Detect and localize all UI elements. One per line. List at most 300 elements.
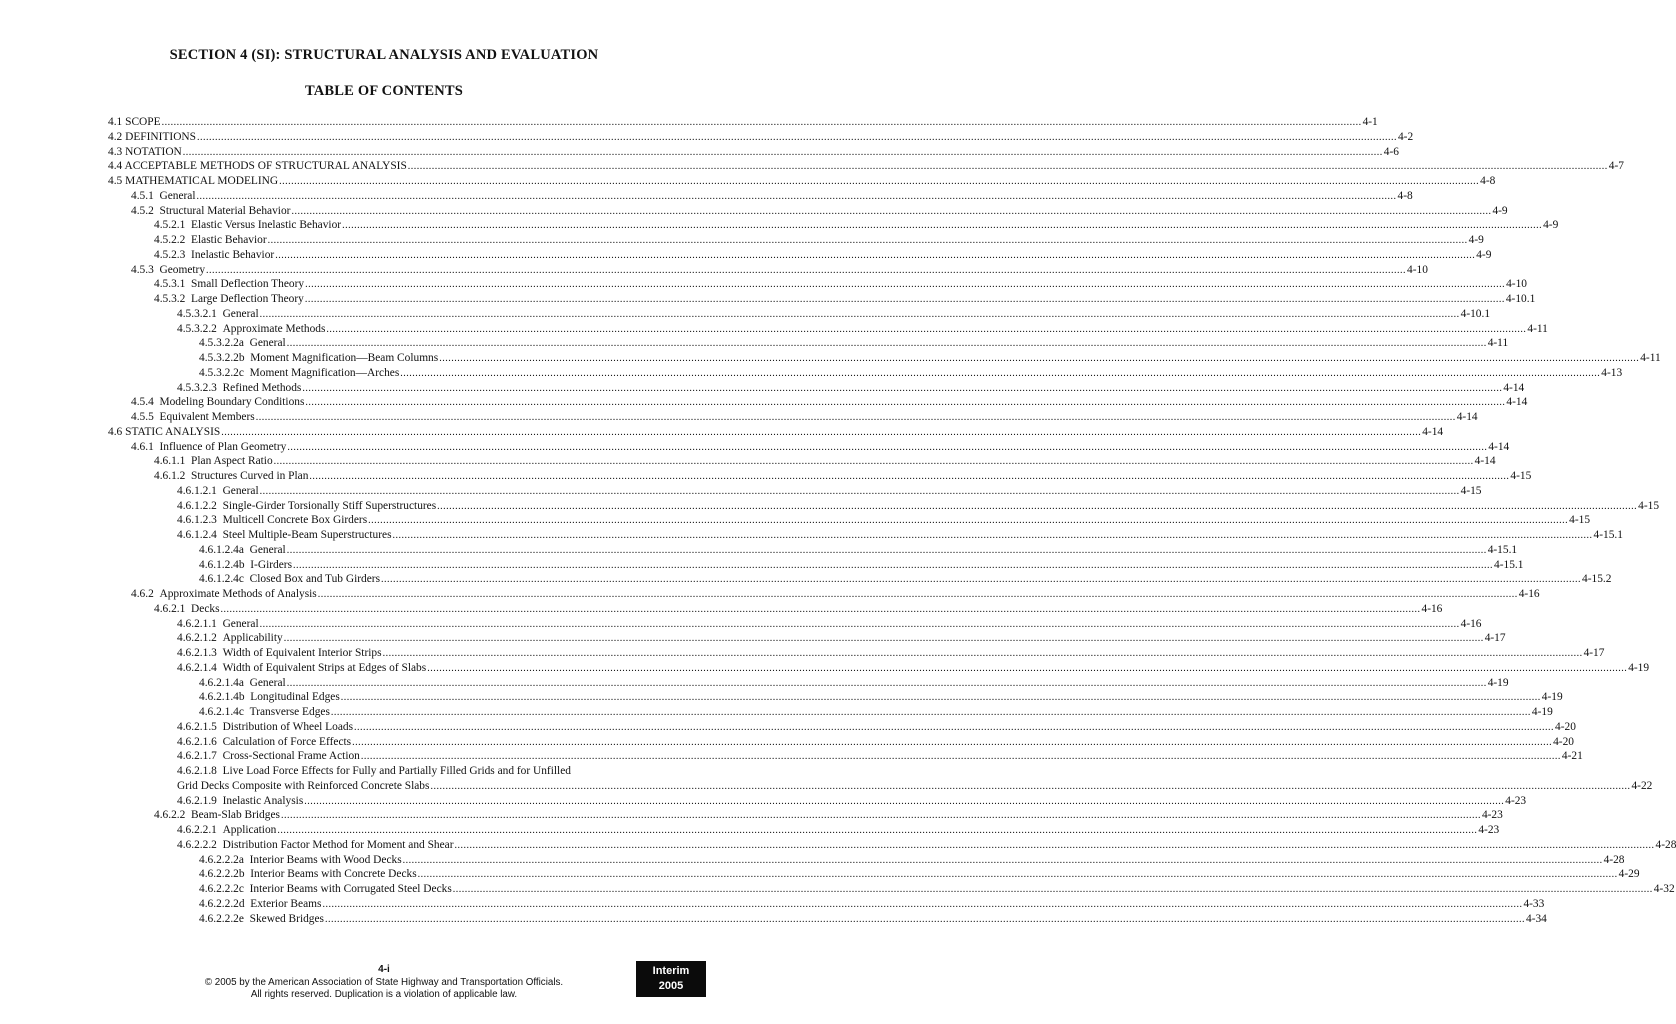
toc-entry-number: 4.6.1.2.4c	[199, 573, 244, 586]
toc-entry-page: 4-15	[1638, 499, 1660, 512]
toc-entry-label	[154, 278, 304, 291]
toc-entry-title: Elastic Versus Inelastic Behavior	[191, 219, 342, 232]
toc-entry	[131, 204, 1508, 218]
dot-leader: ................................................................................................................................................................................................................................................................................................................................................................................................................	[452, 884, 1653, 895]
toc-entry-title: Inelastic Behavior	[191, 248, 275, 261]
dot-leader: ................................................................................................................................................................................................................................................................................................................................................................................................................	[293, 559, 1494, 571]
toc-entry	[131, 263, 1428, 277]
dot-leader: ................................................................................................................................................................................................................................................................................................................................................................................................................	[280, 810, 1481, 822]
dot-leader: ................................................................................................................................................................................................................................................................................................................................................................................................................	[325, 913, 1525, 925]
toc-entry-label	[199, 544, 286, 557]
toc-entry-number: 4.6.2.1.4b	[199, 691, 245, 704]
toc-entry	[177, 381, 1525, 395]
toc-entry-number: 4.5.1	[131, 189, 154, 202]
dot-leader: ................................................................................................................................................................................................................................................................................................................................................................................................................	[342, 220, 1543, 232]
toc-entry-title: Geometry	[159, 263, 206, 276]
toc-entry	[199, 867, 1640, 881]
toc-entry-page: 4-14	[1488, 440, 1510, 453]
toc-entry	[154, 248, 1492, 262]
toc-entry-page: 4-28	[1603, 853, 1625, 866]
toc-entry-page: 4-14	[1474, 455, 1496, 468]
toc-entry-number: 4.5.3.1	[154, 278, 186, 291]
toc-entry-title: Interior Beams with Corrugated Steel Decks	[249, 883, 452, 895]
toc-entry-label	[131, 588, 317, 601]
toc-entry	[199, 690, 1563, 704]
toc-entry-title: Live Load Force Effects for Fully and Partially Filled Grids and for Unfilled	[222, 765, 571, 777]
toc-entry-label	[177, 382, 301, 395]
toc-entry	[177, 794, 1527, 808]
toc-entry	[177, 720, 1576, 734]
toc-entry	[199, 572, 1612, 586]
dot-leader: ................................................................................................................................................................................................................................................................................................................................................................................................................	[267, 235, 1468, 246]
toc-entry-title: Skewed Bridges	[249, 912, 324, 925]
toc-entry-label	[108, 146, 182, 159]
toc-entry	[199, 558, 1524, 572]
toc-entry-number: 4.6.2.2.2d	[199, 897, 245, 910]
toc-entry-number: 4.5.3.2.2	[177, 322, 217, 335]
toc-entry-page: 4-19	[1487, 676, 1509, 689]
section-title: SECTION 4 (SI): STRUCTURAL ANALYSIS AND EVALUATION	[169, 47, 599, 63]
toc-entry-title: I-Girders	[250, 558, 293, 571]
toc-entry-number: 4.5.2	[131, 204, 154, 217]
toc-entry-page: 4-14	[1422, 425, 1444, 438]
toc-entry-title: Exterior Beams	[250, 897, 322, 910]
toc-entry	[154, 602, 1443, 616]
toc-entry	[108, 425, 1444, 439]
toc-entry-label	[131, 190, 196, 203]
toc-entry-page: 4-23	[1478, 824, 1500, 836]
toc-entry	[177, 838, 1676, 852]
toc-entry-page: 4-22	[1631, 779, 1653, 792]
toc-entry-page: 4-10	[1506, 278, 1527, 291]
toc-entry-title: Refined Methods	[222, 381, 302, 394]
toc-entry	[108, 130, 1414, 144]
toc-entry-title: Moment Magnification—Arches	[249, 366, 400, 379]
toc-entry-number: 4.6.1.2.4a	[199, 543, 244, 556]
toc-entry-label	[177, 765, 571, 778]
toc-entry-label	[154, 603, 220, 616]
toc-entry-title: Moment Magnification—Beam Columns	[250, 352, 439, 364]
dot-leader: ................................................................................................................................................................................................................................................................................................................................................................................................................	[255, 412, 1456, 423]
toc-entry-title: Steel Multiple-Beam Superstructures	[222, 529, 392, 541]
toc-entry-page: 4-2	[1397, 130, 1414, 143]
toc-entry-number: 4.5.3.2.1	[177, 307, 217, 320]
toc-entry-label	[177, 308, 259, 321]
toc-entry-page: 4-14	[1456, 411, 1478, 423]
toc-entry-number: 4.6.2.2.2a	[199, 853, 244, 866]
toc-entry-page: 4-10.1	[1460, 307, 1491, 320]
toc-entry	[131, 587, 1540, 601]
toc-entry-number: 4.5.3.2.2a	[199, 337, 244, 350]
toc-entry-number: 4.6.2.1	[154, 602, 186, 615]
toc-entry-title: Equivalent Members	[159, 411, 255, 423]
toc-entry-label	[177, 485, 259, 498]
toc-entry-page: 4-15.1	[1487, 543, 1518, 556]
toc-entry-page: 4-17	[1583, 647, 1605, 659]
toc-entry-page: 4-21	[1561, 750, 1583, 763]
dot-leader: ................................................................................................................................................................................................................................................................................................................................................................................................................	[304, 294, 1505, 305]
toc-entry-number: 4.5.3.2.2c	[199, 366, 244, 379]
toc-entry-page: 4-16	[1421, 602, 1443, 615]
toc-entry-title: Width of Equivalent Interior Strips	[222, 647, 382, 659]
toc-entry	[108, 159, 1624, 173]
dot-leader: ................................................................................................................................................................................................................................................................................................................................................................................................................	[196, 190, 1397, 202]
toc-entry-number: 4.2	[108, 130, 123, 143]
dot-leader: ................................................................................................................................................................................................................................................................................................................................................................................................................	[259, 618, 1460, 630]
toc-entry-label	[199, 337, 286, 350]
dot-leader: ................................................................................................................................................................................................................................................................................................................................................................................................................	[309, 471, 1510, 482]
toc-entry-number: 4.6.2.1.4a	[199, 676, 244, 689]
toc-entry-page: 4-14	[1503, 381, 1525, 394]
toc-entry-label	[177, 323, 325, 336]
toc-entry-label	[177, 750, 360, 763]
toc-entry	[154, 218, 1559, 232]
toc-entry-title: Plan Aspect Ratio	[191, 455, 273, 468]
toc-entry-page: 4-32	[1653, 883, 1675, 895]
toc-entry-label	[177, 839, 454, 852]
toc-entry-label	[199, 868, 417, 881]
dot-leader: ................................................................................................................................................................................................................................................................................................................................................................................................................	[279, 176, 1480, 187]
toc-entry-number: 4.5.2.3	[154, 248, 186, 261]
toc-entry	[108, 145, 1399, 159]
dot-leader: ................................................................................................................................................................................................................................................................................................................................................................................................................	[277, 825, 1478, 836]
toc-entry	[177, 513, 1591, 527]
toc-entry-number: 4.5.3.2.3	[177, 381, 217, 394]
copyright-line-1: © 2005 by the American Association of State Highway and Transportation Officials.	[204, 977, 564, 988]
toc-entry-number: 4.6.1	[131, 440, 154, 453]
toc-entry-title: Calculation of Force Effects	[222, 735, 352, 748]
dot-leader: ................................................................................................................................................................................................................................................................................................................................................................................................................	[286, 338, 1487, 350]
toc-entry-number: 4.5.4	[131, 396, 154, 409]
dot-leader: ................................................................................................................................................................................................................................................................................................................................................................................................................	[182, 146, 1383, 158]
toc-entry	[177, 749, 1583, 763]
toc-entry-label	[131, 411, 255, 424]
toc-entry	[108, 174, 1496, 188]
dot-leader: ................................................................................................................................................................................................................................................................................................................................................................................................................	[305, 279, 1506, 291]
toc-entry-number: 4.6.1.2.4b	[199, 558, 245, 571]
toc-entry-label	[199, 706, 330, 719]
toc-entry-title: Transverse Edges	[249, 706, 330, 718]
toc-entry-label	[177, 721, 353, 734]
dot-leader: ................................................................................................................................................................................................................................................................................................................................................................................................................	[368, 515, 1569, 527]
toc-entry-title: ACCEPTABLE METHODS OF STRUCTURAL ANALYSIS	[124, 160, 407, 173]
toc-entry	[131, 410, 1478, 424]
toc-entry-number: 4.6.2.2.2	[177, 838, 217, 851]
toc-entry-label	[177, 662, 426, 675]
toc-entry-number: 4.5.3	[131, 263, 154, 276]
toc-entry-title: NOTATION	[125, 145, 182, 158]
toc-entry-number: 4.5.2.2	[154, 234, 186, 246]
toc-entry	[199, 705, 1553, 719]
toc-entry-title: Interior Beams with Wood Decks	[249, 853, 402, 866]
toc-entry-number: 4.6.2	[131, 588, 154, 600]
toc-entry-label	[131, 264, 205, 277]
toc-entry-title: General	[249, 337, 286, 350]
toc-entry-number: 4.6.2.1.5	[177, 720, 217, 733]
toc-entry-page: 4-34	[1526, 912, 1547, 925]
toc-entry	[154, 469, 1532, 483]
toc-entry-title: STATIC ANALYSIS	[125, 425, 221, 438]
toc-entry-label	[199, 352, 438, 365]
dot-leader: ................................................................................................................................................................................................................................................................................................................................................................................................................	[287, 441, 1488, 453]
toc-entry-label	[108, 116, 161, 129]
toc-entry-label	[199, 854, 402, 867]
dot-leader: ................................................................................................................................................................................................................................................................................................................................................................................................................	[430, 780, 1631, 792]
dot-leader: ................................................................................................................................................................................................................................................................................................................................................................................................................	[161, 117, 1362, 128]
toc-entry	[199, 912, 1547, 926]
toc-entry-label	[108, 426, 220, 439]
dot-leader: ................................................................................................................................................................................................................................................................................................................................................................................................................	[259, 308, 1460, 320]
toc-entry-title: Closed Box and Tub Girders	[249, 573, 381, 586]
toc-entry-label	[154, 219, 341, 232]
dot-leader: ................................................................................................................................................................................................................................................................................................................................................................................................................	[304, 795, 1505, 807]
toc-entry-label	[154, 809, 280, 822]
toc-entry-page: 4-15.2	[1582, 573, 1612, 586]
toc-entry-number: 4.5.2.1	[154, 219, 186, 232]
toc-entry-page: 4-11	[1527, 322, 1548, 335]
toc-entry-title: Elastic Behavior	[191, 234, 267, 246]
toc-entry-page: 4-23	[1481, 809, 1503, 822]
toc-entry-title: Distribution of Wheel Loads	[222, 720, 354, 733]
dot-leader: ................................................................................................................................................................................................................................................................................................................................................................................................................	[382, 648, 1583, 659]
toc-entry-label	[199, 883, 452, 896]
toc-entry-label	[177, 824, 276, 837]
toc-entry-number: 4.6.2.1.7	[177, 750, 217, 763]
toc-entry	[131, 395, 1528, 409]
dot-leader: ................................................................................................................................................................................................................................................................................................................................................................................................................	[360, 751, 1561, 763]
dot-leader: ................................................................................................................................................................................................................................................................................................................................................................................................................	[206, 264, 1407, 276]
toc-entry	[154, 277, 1527, 291]
toc-entry	[199, 676, 1509, 690]
toc-entry-title: Application	[222, 824, 277, 836]
toc-entry	[199, 336, 1509, 350]
toc-entry-label	[199, 677, 286, 690]
copyright-line-2: All rights reserved. Duplication is a violation of applicable law.	[250, 989, 518, 1000]
toc-entry-page: 4-7	[1608, 160, 1624, 173]
toc-entry-title: DEFINITIONS	[125, 130, 196, 143]
dot-leader: ................................................................................................................................................................................................................................................................................................................................................................................................................	[427, 662, 1628, 674]
toc-entry-page: 4-10	[1407, 263, 1428, 276]
toc-entry	[108, 115, 1378, 129]
dot-leader: ................................................................................................................................................................................................................................................................................................................................................................................................................	[326, 323, 1527, 335]
toc-entry-title: Grid Decks Composite with Reinforced Concrete Slabs	[177, 779, 430, 792]
dot-leader: ................................................................................................................................................................................................................................................................................................................................................................................................................	[286, 544, 1487, 556]
toc-entry-title: Interior Beams with Concrete Decks	[250, 868, 417, 881]
toc-entry-title: Small Deflection Theory	[191, 278, 305, 291]
dot-leader: ................................................................................................................................................................................................................................................................................................................................................................................................................	[354, 721, 1555, 733]
dot-leader: ................................................................................................................................................................................................................................................................................................................................................................................................................	[437, 500, 1638, 512]
toc-entry-label	[154, 249, 274, 262]
toc-entry-number: 4.6.1.2.1	[177, 484, 217, 497]
dot-leader: ................................................................................................................................................................................................................................................................................................................................................................................................................	[275, 249, 1476, 261]
dot-leader: ................................................................................................................................................................................................................................................................................................................................................................................................................	[305, 397, 1506, 409]
toc-entry-title: Distribution Factor Method for Moment and Shear	[222, 838, 454, 851]
toc-entry	[131, 189, 1413, 203]
toc-entry-number: 4.5	[108, 175, 123, 187]
toc-entry-title: Approximate Methods of Analysis	[159, 588, 317, 600]
toc-entry-number: 4.1	[108, 116, 123, 128]
toc-entry-page: 4-9	[1492, 204, 1508, 217]
dot-leader: ................................................................................................................................................................................................................................................................................................................................................................................................................	[352, 736, 1553, 748]
toc-entry-number: 4.6.1.2	[154, 470, 186, 482]
toc-entry-label	[177, 529, 392, 542]
toc-entry	[154, 233, 1484, 247]
toc-entry	[177, 779, 1653, 793]
toc-entry	[177, 322, 1548, 336]
toc-entry-number: 4.6.2.1.3	[177, 647, 217, 659]
toc-entry-page: 4-15.1	[1593, 529, 1623, 541]
dot-leader: ................................................................................................................................................................................................................................................................................................................................................................................................................	[454, 839, 1655, 851]
toc-entry	[154, 808, 1503, 822]
toc-entry-title: General	[249, 676, 286, 689]
toc-entry-label	[199, 691, 340, 704]
toc-entry-number: 4.6.2.1.9	[177, 794, 217, 807]
toc-title: TABLE OF CONTENTS	[304, 83, 464, 99]
dot-leader: ................................................................................................................................................................................................................................................................................................................................................................................................................	[400, 367, 1601, 379]
toc-entry-page: 4-20	[1553, 735, 1574, 748]
toc-entry	[177, 484, 1482, 498]
toc-entry	[177, 735, 1574, 749]
toc-entry-label	[177, 514, 367, 527]
toc-entry-number: 4.3	[108, 145, 123, 158]
toc-entry-title: General	[222, 307, 259, 320]
toc-entry-number: 4.6.2.2.1	[177, 824, 217, 836]
toc-entry-label	[154, 293, 304, 306]
toc-entry	[199, 366, 1623, 380]
toc-entry	[199, 882, 1675, 896]
toc-entry-label	[199, 898, 321, 911]
toc-entry-title: Cross-Sectional Frame Action	[222, 750, 360, 763]
dot-leader: ................................................................................................................................................................................................................................................................................................................................................................................................................	[407, 161, 1608, 173]
dot-leader: ................................................................................................................................................................................................................................................................................................................................................................................................................	[273, 456, 1474, 468]
toc-entry-title: Structural Material Behavior	[159, 204, 291, 217]
toc-entry-label	[177, 795, 303, 808]
dot-leader: ................................................................................................................................................................................................................................................................................................................................................................................................................	[220, 603, 1421, 615]
toc-entry-label	[199, 913, 324, 926]
toc-entry	[199, 543, 1518, 557]
toc-entry	[154, 454, 1496, 468]
toc-entry-number: 4.6.2.1.6	[177, 735, 217, 748]
toc-entry-page: 4-20	[1555, 720, 1576, 733]
toc-entry-page: 4-9	[1476, 248, 1492, 261]
toc-entry	[177, 617, 1482, 631]
toc-entry-page: 4-19	[1531, 706, 1553, 718]
toc-entry-title: Structures Curved in Plan	[191, 470, 309, 482]
dot-leader: ................................................................................................................................................................................................................................................................................................................................................................................................................	[283, 633, 1484, 645]
dot-leader: ................................................................................................................................................................................................................................................................................................................................................................................................................	[439, 353, 1640, 364]
toc-entry-label	[154, 455, 273, 468]
toc-entry-number: 4.6.2.1.1	[177, 617, 217, 630]
toc-entry-title: Inelastic Analysis	[222, 794, 304, 807]
toc-entry-page: 4-16	[1518, 588, 1540, 600]
page-number: 4-i	[378, 964, 390, 975]
dot-leader: ................................................................................................................................................................................................................................................................................................................................................................................................................	[392, 530, 1593, 541]
toc-entry-title: Multicell Concrete Box Girders	[222, 514, 368, 527]
toc-entry-page: 4-6	[1383, 145, 1399, 158]
toc-entry-title: General	[159, 189, 196, 202]
toc-entry-title: General	[222, 617, 259, 630]
toc-entry-title: Single-Girder Torsionally Stiff Superstructures	[222, 499, 437, 512]
badge-label: Interim	[652, 965, 690, 977]
toc-entry-page: 4-9	[1543, 219, 1559, 232]
toc-entry-page: 4-8	[1397, 189, 1413, 202]
toc-entry	[131, 440, 1510, 454]
toc-entry-label	[177, 647, 382, 660]
toc-entry-page: 4-9	[1468, 234, 1484, 246]
toc-entry-title: MATHEMATICAL MODELING	[125, 175, 279, 187]
toc-entry-page: 4-15	[1460, 484, 1482, 497]
toc-entry-number: 4.6.2.2	[154, 809, 186, 822]
toc-entry-page: 4-11	[1487, 337, 1509, 350]
toc-entry-page: 4-19	[1628, 661, 1650, 674]
toc-entry-page: 4-16	[1460, 617, 1482, 630]
toc-entry	[199, 853, 1625, 867]
toc-entry	[177, 631, 1506, 645]
toc-entry	[177, 646, 1605, 660]
dot-leader: ................................................................................................................................................................................................................................................................................................................................................................................................................	[221, 426, 1422, 438]
toc-entry-label	[177, 632, 283, 645]
toc-entry-page: 4-14	[1506, 396, 1528, 409]
toc-entry-number: 4.6.2.2.2c	[199, 883, 244, 895]
toc-entry-page: 4-15	[1569, 514, 1591, 527]
toc-entry-number: 4.5.3.2	[154, 293, 186, 305]
toc-entry	[177, 764, 707, 778]
interim-badge	[636, 961, 706, 997]
dot-leader: ................................................................................................................................................................................................................................................................................................................................................................................................................	[381, 574, 1582, 586]
toc-entry-number: 4.6.2.2.2e	[199, 912, 244, 925]
toc-entry-title: Longitudinal Edges	[250, 691, 340, 704]
toc-entry-number: 4.6.1.2.2	[177, 499, 217, 512]
dot-leader: ................................................................................................................................................................................................................................................................................................................................................................................................................	[340, 692, 1541, 704]
toc-entry-page: 4-28	[1655, 838, 1676, 851]
dot-leader: ................................................................................................................................................................................................................................................................................................................................................................................................................	[196, 131, 1397, 143]
toc-entry-label	[177, 780, 429, 793]
toc-entry-page: 4-33	[1523, 897, 1545, 910]
toc-entry-title: Applicability	[222, 632, 283, 645]
toc-entry	[177, 499, 1660, 513]
toc-entry-label	[199, 559, 292, 572]
toc-entry-number: 4.6.2.1.8	[177, 765, 217, 777]
toc-entry-label	[177, 736, 351, 749]
dot-leader: ................................................................................................................................................................................................................................................................................................................................................................................................................	[322, 898, 1523, 910]
toc-entry-page: 4-8	[1480, 175, 1496, 187]
badge-year: 2005	[658, 980, 684, 992]
dot-leader: ................................................................................................................................................................................................................................................................................................................................................................................................................	[302, 382, 1503, 394]
toc-entry-title: Influence of Plan Geometry	[159, 440, 287, 453]
toc-entry-number: 4.6.2.1.4	[177, 661, 217, 674]
toc-entry-title: Width of Equivalent Strips at Edges of Slabs	[222, 661, 427, 674]
dot-leader: ................................................................................................................................................................................................................................................................................................................................................................................................................	[330, 707, 1531, 718]
toc-entry-title: Modeling Boundary Conditions	[159, 396, 305, 409]
toc-entry-label	[177, 500, 436, 513]
toc-entry-page: 4-11	[1640, 352, 1661, 364]
toc-entry-label	[108, 175, 278, 188]
toc-entry-page: 4-15.1	[1494, 558, 1524, 571]
toc-entry-number: 4.6.1.2.4	[177, 529, 217, 541]
toc-entry-number: 4.6.2.1.4c	[199, 706, 244, 718]
toc-entry-title: Decks	[191, 602, 220, 615]
toc-entry-label	[199, 367, 399, 380]
toc-entry-label	[199, 573, 380, 586]
toc-entry-label	[154, 234, 267, 247]
toc-entry-page: 4-17	[1484, 632, 1506, 645]
toc-entry	[177, 528, 1623, 542]
toc-entry	[154, 292, 1536, 306]
toc-entry-page: 4-29	[1618, 868, 1640, 881]
toc-entry-page: 4-1	[1362, 116, 1378, 128]
toc-entry-number: 4.5.5	[131, 411, 154, 423]
dot-leader: ................................................................................................................................................................................................................................................................................................................................................................................................................	[291, 205, 1492, 217]
